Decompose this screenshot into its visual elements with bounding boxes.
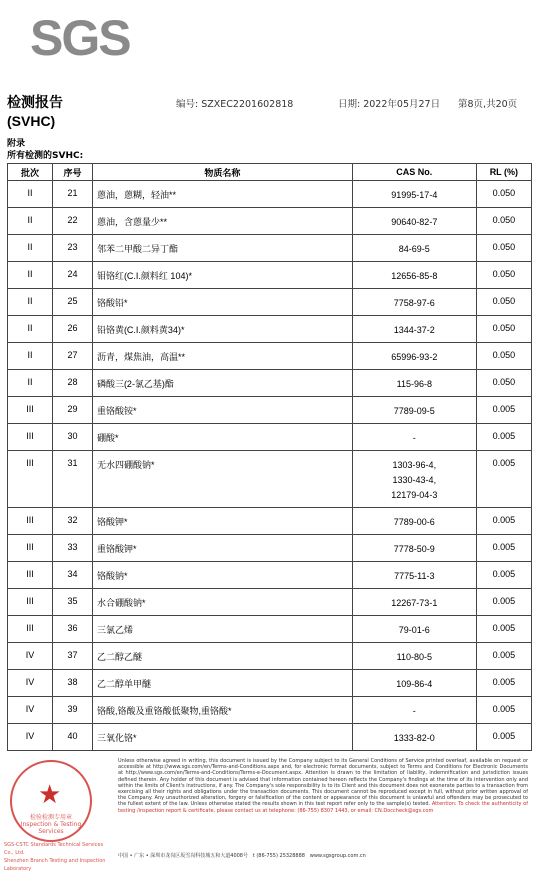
number-cell: 33 bbox=[53, 535, 93, 562]
seal-caption-line-2: Shenzhen Branch Testing and Inspection Laboratory bbox=[4, 858, 106, 872]
substance-cell: 钼铬红(C.I.颜料红 104)* bbox=[92, 262, 352, 289]
number-cell: 34 bbox=[53, 562, 93, 589]
batch-cell: II bbox=[8, 370, 53, 397]
number-cell: 30 bbox=[53, 424, 93, 451]
table-row bbox=[8, 289, 532, 316]
substance-cell: 沥青，煤焦油，高温** bbox=[92, 343, 352, 370]
cas-number: - bbox=[412, 706, 416, 716]
rl-cell: 0.050 bbox=[476, 370, 531, 397]
substance-cell: 铬酸铅* bbox=[92, 289, 352, 316]
rl-cell: 0.050 bbox=[476, 235, 531, 262]
substance-cell: 蒽油，含蒽量少** bbox=[92, 208, 352, 235]
substance-cell: 磷酸三(2-氯乙基)酯 bbox=[92, 370, 352, 397]
cas-number: 84-69-5 bbox=[398, 244, 430, 254]
substance-cell: 三氧化铬* bbox=[92, 724, 352, 751]
rl-cell: 0.005 bbox=[476, 397, 531, 424]
table-row bbox=[8, 643, 532, 670]
rl-cell: 0.005 bbox=[476, 697, 531, 724]
table-row bbox=[8, 343, 532, 370]
rl-cell: 0.005 bbox=[476, 562, 531, 589]
address-line bbox=[118, 852, 538, 859]
rl-cell: 0.005 bbox=[476, 424, 531, 451]
table-row bbox=[8, 316, 532, 343]
rl-cell: 0.005 bbox=[476, 508, 531, 535]
report-number: 编号: SZXEC2201602818 bbox=[176, 99, 294, 110]
cas-cell bbox=[352, 397, 476, 424]
table-row bbox=[8, 181, 532, 208]
rl-cell: 0.005 bbox=[476, 643, 531, 670]
address: 中国 • 广东 • 深圳市龙岗区坂雪岗科技城五和大道4008号 bbox=[118, 853, 248, 859]
report-date: 日期: 2022年05月27日 bbox=[338, 99, 441, 110]
substance-cell: 重铬酸铵* bbox=[92, 397, 352, 424]
substance-cell: 铬酸钾* bbox=[92, 508, 352, 535]
number-cell: 21 bbox=[53, 181, 93, 208]
cas-cell bbox=[352, 316, 476, 343]
substance-cell: 铬酸,铬酸及重铬酸低聚物,重铬酸* bbox=[92, 697, 352, 724]
batch-cell: III bbox=[8, 508, 53, 535]
rl-cell: 0.050 bbox=[476, 181, 531, 208]
cas-cell bbox=[352, 643, 476, 670]
table-row bbox=[8, 562, 532, 589]
seal-text: 检验检测专用章 bbox=[29, 814, 72, 821]
cas-cell bbox=[352, 616, 476, 643]
batch-cell: III bbox=[8, 562, 53, 589]
cas-number: 115-96-8 bbox=[396, 379, 432, 389]
number-cell: 29 bbox=[53, 397, 93, 424]
rl-cell: 0.005 bbox=[476, 535, 531, 562]
cas-cell bbox=[352, 343, 476, 370]
rl-cell: 0.050 bbox=[476, 289, 531, 316]
substance-cell: 乙二醇单甲醚 bbox=[92, 670, 352, 697]
substance-cell: 蒽油，蒽糊，轻油** bbox=[92, 181, 352, 208]
cas-number: 7758-97-6 bbox=[393, 298, 435, 308]
table-row bbox=[8, 589, 532, 616]
cas-cell bbox=[352, 670, 476, 697]
cas-number: - bbox=[412, 433, 416, 443]
legal-notice bbox=[118, 758, 528, 814]
substance-cell: 三氯乙烯 bbox=[92, 616, 352, 643]
cas-number: 1303-96-4, bbox=[392, 460, 437, 470]
table-row bbox=[8, 508, 532, 535]
cas-number: 65996-93-2 bbox=[391, 352, 438, 362]
cas-cell bbox=[352, 508, 476, 535]
substance-cell: 重铬酸钾* bbox=[92, 535, 352, 562]
number-cell: 24 bbox=[53, 262, 93, 289]
cas-cell bbox=[352, 208, 476, 235]
cas-cell bbox=[352, 724, 476, 751]
sgs-logo: SGS bbox=[30, 10, 130, 66]
company-seal bbox=[10, 760, 92, 842]
substance-cell: 乙二醇乙醚 bbox=[92, 643, 352, 670]
batch-cell: III bbox=[8, 397, 53, 424]
cas-cell bbox=[352, 589, 476, 616]
page-indicator: 第8页,共20页 bbox=[458, 99, 518, 110]
rl-cell: 0.050 bbox=[476, 343, 531, 370]
cas-number: 1333-82-0 bbox=[393, 733, 435, 743]
number-cell: 35 bbox=[53, 589, 93, 616]
batch-cell: III bbox=[8, 451, 53, 508]
cas-cell bbox=[352, 262, 476, 289]
rl-cell: 0.050 bbox=[476, 208, 531, 235]
number-cell: 27 bbox=[53, 343, 93, 370]
cas-cell bbox=[352, 370, 476, 397]
cas-number: 79-01-6 bbox=[398, 625, 430, 635]
number-cell: 38 bbox=[53, 670, 93, 697]
rl-cell: 0.005 bbox=[476, 589, 531, 616]
col-number: 序号 bbox=[53, 164, 93, 181]
cas-cell bbox=[352, 451, 476, 508]
table-row bbox=[8, 208, 532, 235]
cas-cell bbox=[352, 535, 476, 562]
cas-number: 110-80-5 bbox=[396, 652, 432, 662]
cas-number: 1330-43-4, bbox=[392, 475, 437, 485]
cas-number: 7778-50-9 bbox=[393, 544, 435, 554]
report-title: 检测报告 bbox=[7, 95, 63, 111]
number-cell: 28 bbox=[53, 370, 93, 397]
rl-cell: 0.005 bbox=[476, 451, 531, 508]
table-row bbox=[8, 670, 532, 697]
table-row bbox=[8, 235, 532, 262]
substance-cell: 铅铬黄(C.I.颜料黄34)* bbox=[92, 316, 352, 343]
col-rl: RL (%) bbox=[476, 164, 531, 181]
cas-cell bbox=[352, 289, 476, 316]
number-cell: 37 bbox=[53, 643, 93, 670]
number-cell: 36 bbox=[53, 616, 93, 643]
batch-cell: IV bbox=[8, 724, 53, 751]
batch-cell: III bbox=[8, 424, 53, 451]
phone: t (86-755) 25328888 bbox=[252, 853, 305, 859]
rl-cell: 0.050 bbox=[476, 316, 531, 343]
substance-cell: 邻苯二甲酸二异丁酯 bbox=[92, 235, 352, 262]
batch-cell: IV bbox=[8, 670, 53, 697]
website: www.sgsgroup.com.cn bbox=[309, 853, 366, 859]
attention-text: Attention: To check the authenticity of testing /inspection report & certificate, please contact us at telephone: (86-755) 8307 1443, or email: CN.Doccheck@sgs.com bbox=[118, 801, 528, 814]
number-cell: 32 bbox=[53, 508, 93, 535]
batch-cell: III bbox=[8, 589, 53, 616]
table-row bbox=[8, 451, 532, 508]
number-cell: 25 bbox=[53, 289, 93, 316]
col-cas: CAS No. bbox=[352, 164, 476, 181]
batch-cell: II bbox=[8, 235, 53, 262]
substance-cell: 铬酸钠* bbox=[92, 562, 352, 589]
batch-cell: II bbox=[8, 262, 53, 289]
number-cell: 40 bbox=[53, 724, 93, 751]
cas-cell bbox=[352, 697, 476, 724]
cas-number: 12267-73-1 bbox=[391, 598, 438, 608]
rl-cell: 0.005 bbox=[476, 616, 531, 643]
batch-cell: IV bbox=[8, 697, 53, 724]
substance-cell: 水合硼酸钠* bbox=[92, 589, 352, 616]
table-row bbox=[8, 397, 532, 424]
table-row bbox=[8, 370, 532, 397]
table-row bbox=[8, 262, 532, 289]
cas-number: 7789-09-5 bbox=[393, 406, 435, 416]
cas-number: 12179-04-3 bbox=[391, 490, 438, 500]
table-row bbox=[8, 724, 532, 751]
footer bbox=[0, 752, 558, 882]
cas-number: 90640-82-7 bbox=[391, 217, 438, 227]
svhc-table bbox=[7, 163, 532, 751]
batch-cell: III bbox=[8, 535, 53, 562]
batch-cell: II bbox=[8, 208, 53, 235]
cas-cell bbox=[352, 424, 476, 451]
substance-cell: 硼酸* bbox=[92, 424, 352, 451]
report-subtitle: (SVHC) bbox=[7, 113, 56, 129]
batch-cell: II bbox=[8, 289, 53, 316]
rl-cell: 0.005 bbox=[476, 724, 531, 751]
number-cell: 31 bbox=[53, 451, 93, 508]
star-icon: ★ bbox=[38, 780, 62, 810]
cas-cell bbox=[352, 181, 476, 208]
cas-number: 91995-17-4 bbox=[391, 190, 438, 200]
seal-caption-line-1: SGS-CSTC Standards Technical Services Co., Ltd. bbox=[4, 842, 104, 856]
substance-cell: 无水四硼酸钠* bbox=[92, 451, 352, 508]
number-cell: 39 bbox=[53, 697, 93, 724]
col-substance: 物质名称 bbox=[92, 164, 352, 181]
number-cell: 26 bbox=[53, 316, 93, 343]
rl-cell: 0.050 bbox=[476, 262, 531, 289]
cas-number: 12656-85-8 bbox=[391, 271, 438, 281]
number-cell: 23 bbox=[53, 235, 93, 262]
cas-cell bbox=[352, 562, 476, 589]
table-row bbox=[8, 697, 532, 724]
col-batch: 批次 bbox=[8, 164, 53, 181]
table-row bbox=[8, 535, 532, 562]
batch-cell: II bbox=[8, 343, 53, 370]
cas-number: 7775-11-3 bbox=[394, 571, 435, 581]
cas-cell bbox=[352, 235, 476, 262]
appendix-label: 附录 bbox=[7, 139, 26, 149]
number-cell: 22 bbox=[53, 208, 93, 235]
table-row bbox=[8, 424, 532, 451]
cas-number: 7789-00-6 bbox=[393, 517, 435, 527]
seal-subtext: Inspection & Testing Services bbox=[20, 821, 82, 835]
batch-cell: IV bbox=[8, 643, 53, 670]
batch-cell: II bbox=[8, 316, 53, 343]
table-row bbox=[8, 616, 532, 643]
rl-cell: 0.005 bbox=[476, 670, 531, 697]
cas-number: 109-86-4 bbox=[396, 679, 433, 689]
cas-number: 1344-37-2 bbox=[393, 325, 435, 335]
batch-cell: II bbox=[8, 181, 53, 208]
batch-cell: III bbox=[8, 616, 53, 643]
all-svhc-label: 所有检测的SVHC: bbox=[7, 151, 84, 161]
table-header-row bbox=[8, 164, 532, 181]
legal-text: Unless otherwise agreed in writing, this document is issued by the Company subject to its General Conditions of Service printed overleaf, available on request or accessible at http://www.sgs.com/en/Terms-and-Conditions.aspx and, for electronic format documents, subject to Terms and Conditions for Electronic Documents at http://www.sgs.com/en/Terms-and-Conditions/Terms-e-Document.aspx. Attention is drawn to the limitation of liability, indemnification and jurisdiction issues defined therein. Any holder of this document is advised that information contained hereon reflects the Company's findings at the time of its intervention only and within the limits of Client's instructions, if any. The Company's sole responsibility is to its Client and this document does not exonerate parties to a transaction from exercising all their rights and obligations under the transaction documents. This document cannot be reproduced except in full, without prior written approval of the Company. Any unauthorized alteration, forgery or falsification of the content or appearance of this document is unlawful and offenders may be prosecuted to the fullest extent of the law. Unless otherwise stated the results shown in this test report refer only to the sample(s) tested. bbox=[118, 758, 528, 808]
seal-caption bbox=[4, 841, 114, 873]
